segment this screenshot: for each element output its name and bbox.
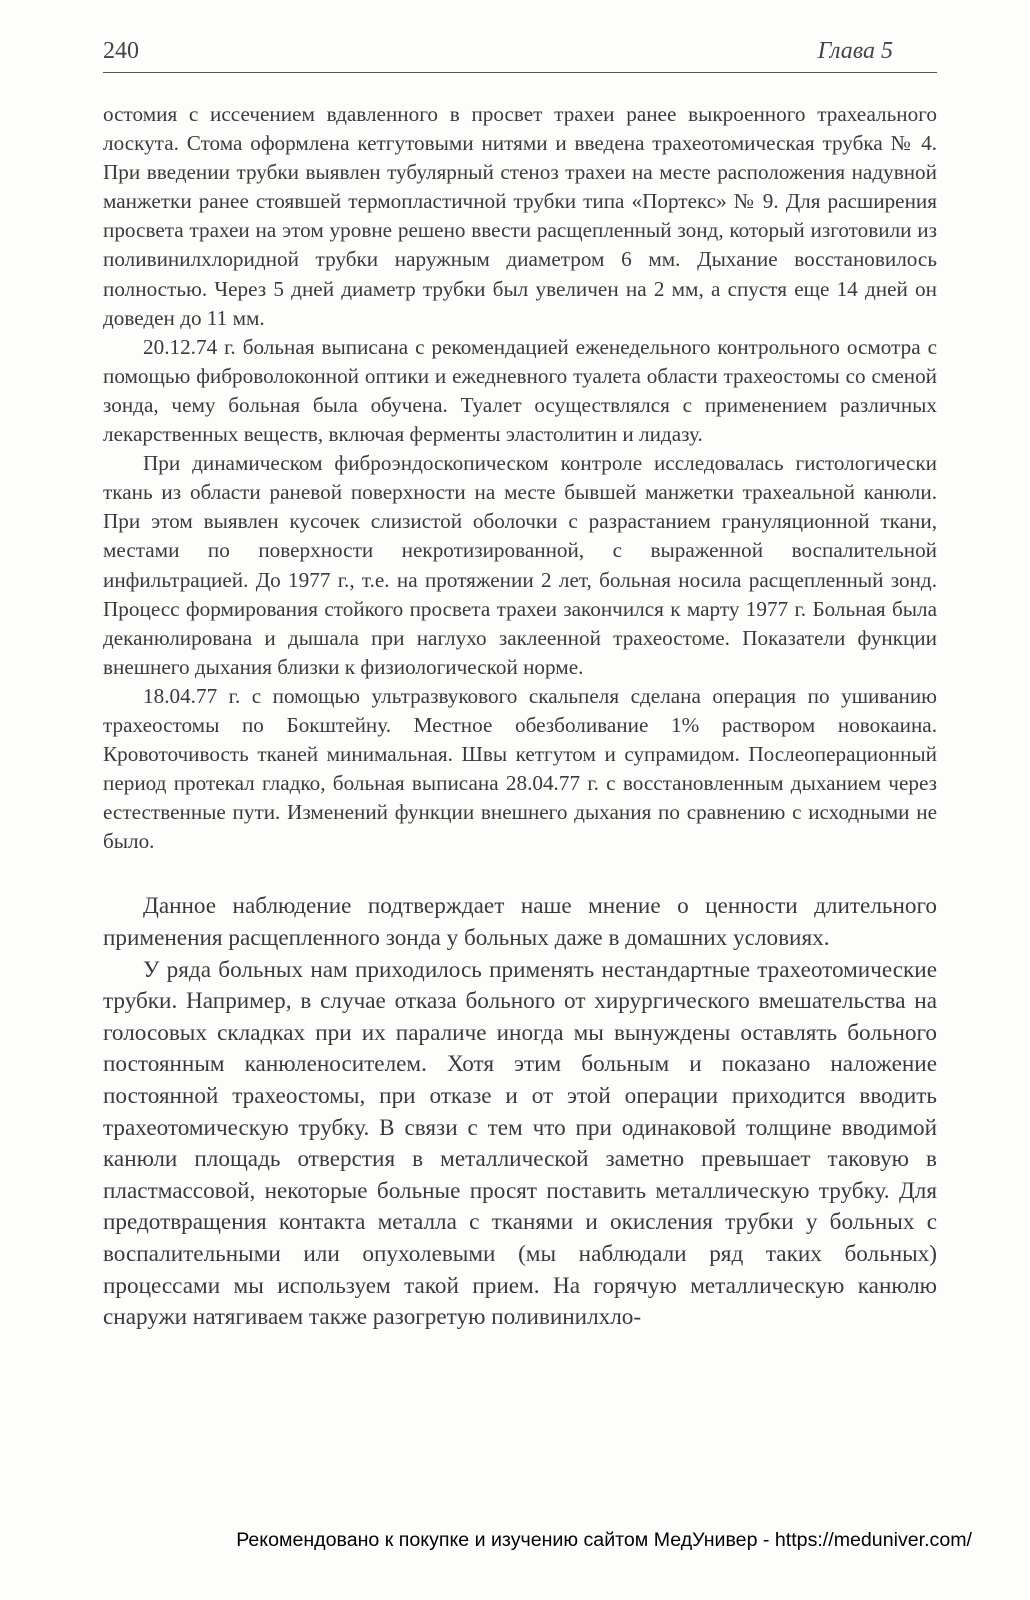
footer-recommendation: Рекомендовано к покупке и изучению сайтом МедУнивер - https://meduniver.com/: [236, 1529, 972, 1551]
case-paragraph-1: остомия с иссечением вдавленного в просвет трахеи ранее выкроенного трахеального лоскута. Стома оформлена кетгутовыми нитями и введена трахеотомическая трубка № 4. При введении трубки выявлен тубулярный стеноз трахеи на месте расположения надувной манжетки ранее стоявшей термопластичной трубки типа «Портекс» № 9. Для расширения просвета трахеи на этом уровне решено ввести расщепленный зонд, который изготовили из поливинилхлоридной трубки наружным диаметром 6 мм. Дыхание восстановилось полностью. Через 5 дней диаметр трубки был увеличен на 2 мм, а спустя еще 14 дней он доведен до 11 мм.: [103, 102, 937, 330]
case-paragraph-4: 18.04.77 г. с помощью ультразвукового скальпеля сделана операция по ушиванию трахеостомы по Бокштейну. Местное обезболивание 1% раствором новокаина. Кровоточивость тканей минимальная. Швы кетгутом и супрамидом. Послеоперационный период протекал гладко, больная выписана 28.04.77 г. с восстановленным дыханием через естественные пути. Изменений функции внешнего дыхания по сравнению с исходными не было.: [103, 683, 937, 854]
main-paragraph-1: Данное наблюдение подтверждает наше мнение о ценности длительного применения расщепленного зонда у больных даже в домашних условиях.: [103, 893, 937, 952]
case-paragraph-2: 20.12.74 г. больная выписана с рекомендацией еженедельного контрольного осмотра с помощью фиброволоконной оптики и ежедневного туалета области трахеостомы со сменой зонда, чему больная была обучена. Туалет осуществлялся с применением различных лекарственных веществ, включая ферменты эластолитин и лидазу.: [103, 334, 937, 447]
case-paragraph-3: При динамическом фиброэндоскопическом контроле исследовалась гистологически ткань из области раневой поверхности на месте бывшей манжетки трахеальной канюли. При этом выявлен кусочек слизистой оболочки с разрастанием грануляционной ткани, местами по поверхности некротизированной, с выраженной воспалительной инфильтрацией. До 1977 г., т.е. на протяжении 2 лет, больная носила расщепленный зонд. Процесс формирования стойкого просвета трахеи закончился к марту 1977 г. Больная была деканюлирована и дышала при наглухо заклеенной трахеостоме. Показатели функции внешнего дыхания близки к физиологической норме.: [103, 451, 937, 679]
main-text-block: [103, 891, 937, 1333]
body-text: [103, 100, 937, 1334]
page-number: 240: [103, 38, 139, 64]
running-header: [103, 38, 937, 73]
chapter-title: Глава 5: [817, 38, 893, 64]
case-report-block: [103, 100, 937, 856]
main-paragraph-2: У ряда больных нам приходилось применять нестандартные трахеотомические трубки. Например, в случае отказа больного от хирургического вмешательства на голосовых складках при их параличе иногда мы вынуждены оставлять больного постоянным канюленосителем. Хотя этим больным и показано наложение постоянной трахеостомы, при отказе и от этой операции приходится вводить трахеотомическую трубку. В связи с тем что при одинаковой толщине вводимой канюли площадь отверстия в металлической заметно превышает таковую в пластмассовой, некоторые больные просят поставить металлическую трубку. Для предотвращения контакта металла с тканями и окисления трубки у больных с воспалительными или опухолевыми (мы наблюдали ряд таких больных) процессами мы используем такой прием. На горячую металлическую канюлю снаружи натягиваем также разогретую поливинилхло-: [103, 956, 937, 1331]
